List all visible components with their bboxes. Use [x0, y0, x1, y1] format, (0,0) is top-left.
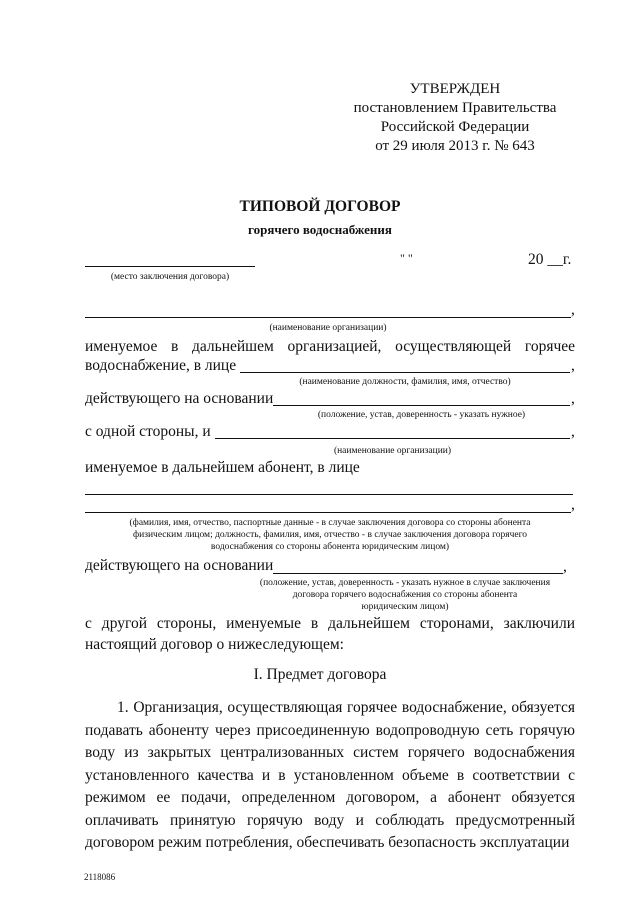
basis-1-caption: (положение, устав, доверенность - указать нужное)	[317, 410, 526, 420]
approval-line-2: постановлением Правительства	[353, 100, 557, 116]
basis-2-line	[273, 573, 563, 574]
comma-4: ,	[571, 423, 575, 440]
second-organization-line	[215, 438, 570, 439]
comma-3: ,	[571, 390, 575, 407]
document-subtitle: горячего водоснабжения	[248, 222, 392, 237]
person-caption-line-2: физическим лицом; должность, фамилия, имя, отчество - в случае заключения договора горячего	[132, 530, 528, 540]
organization-2-caption: (наименование организации)	[333, 446, 452, 456]
approval-line-4: от 29 июля 2013 г. № 643	[375, 138, 535, 154]
other-side-line-2: настоящий договор о нижеследующем:	[85, 636, 344, 653]
comma-2: ,	[571, 357, 575, 374]
representative-line	[240, 372, 570, 373]
place-caption: (место заключения договора)	[110, 272, 230, 282]
approval-heading: УТВЕРЖДЕН	[409, 81, 501, 97]
person-caption-line-1: (фамилия, имя, отчество, паспортные данные - в случае заключения договора со стороны абонента	[129, 518, 531, 528]
paragraph-1-line-2: водоснабжение, в лице	[85, 357, 237, 374]
place-line	[85, 266, 255, 267]
subscriber-text: именуемое в дальнейшем абонент, в лице	[85, 459, 360, 476]
basis-1-line	[273, 405, 570, 406]
other-side-line-1: с другой стороны, именуемые в дальнейшем сторонами, заключили	[85, 615, 575, 632]
organization-line	[85, 317, 571, 318]
section-title: I. Предмет договора	[253, 666, 387, 683]
basis-2: действующего на основании	[85, 557, 274, 574]
person-caption	[85, 517, 575, 553]
date-year: 20 __г.	[528, 251, 572, 268]
paragraph-1-line-1: именуемое в дальнейшем организацией, осуществляющей горячее	[85, 338, 575, 355]
approval-block	[340, 80, 570, 156]
one-side-text: с одной стороны, и	[85, 423, 211, 440]
subscriber-line-2	[85, 512, 571, 513]
comma-5: ,	[571, 496, 575, 513]
person-caption-line-3: водоснабжения со стороны абонента юридическим лицом)	[210, 542, 450, 552]
subscriber-line-1	[85, 494, 573, 495]
basis-2-caption	[225, 577, 585, 613]
basis-2-caption-line-2: договора горячего водоснабжения со стороны абонента	[292, 590, 518, 600]
footer-code: 2118086	[84, 872, 116, 882]
basis-1: действующего на основании	[85, 390, 274, 407]
clause-1	[85, 697, 575, 855]
organization-caption: (наименование организации)	[269, 323, 387, 333]
basis-2-caption-line-1: (положение, устав, доверенность - указать нужное в случае заключения	[259, 578, 551, 588]
date-quotes: " "	[400, 251, 413, 265]
clause-1-text: 1. Организация, осуществляющая горячее водоснабжение, обязуется подавать абоненту через присоединенную водопроводную сеть горячую воду из закрытых централизованных систем горячего водоснабжения установленного качества и в установленном объеме в соответствии с режимом ее подачи, определенном договором, а абонент обязуется оплачивать принятую горячую воду и соблюдать предусмотренный договором режим потребления, обеспечивать безопасность эксплуатации	[85, 699, 575, 851]
approval-line-3: Российской Федерации	[380, 119, 530, 135]
comma-1: ,	[571, 301, 575, 318]
document-title: ТИПОВОЙ ДОГОВОР	[239, 198, 401, 215]
basis-2-caption-line-3: юридическим лицом)	[361, 602, 449, 612]
position-caption: (наименование должности, фамилия, имя, отчество)	[299, 377, 511, 387]
comma-6: ,	[563, 558, 567, 575]
